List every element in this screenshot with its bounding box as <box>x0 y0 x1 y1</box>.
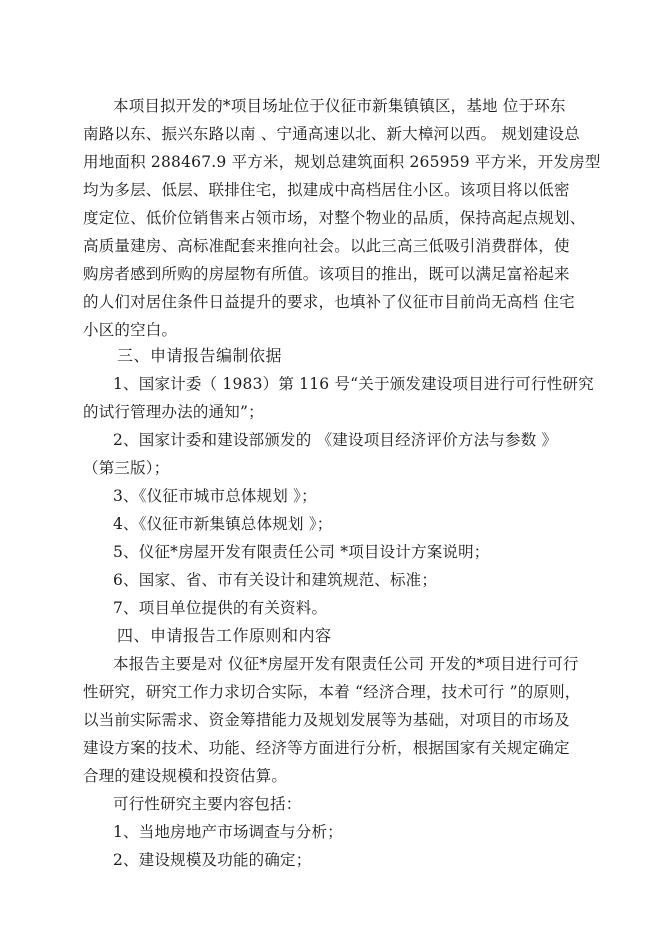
text-line: 以当前实际需求、资金筹措能力及规划发展等为基础，对项目的市场及 <box>83 711 570 729</box>
list-item: 5、仪征*房屋开发有限责任公司 *项目设计方案说明； <box>113 543 490 561</box>
list-item: 3、《仪征市城市总体规划 》； <box>113 487 317 505</box>
list-item: 7、项目单位提供的有关资料。 <box>113 599 328 617</box>
list-item: 2、国家计委和建设部颁发的 《建设项目经济评价方法与参数 》 <box>113 431 558 449</box>
contents-intro: 可行性研究主要内容包括： <box>113 795 302 813</box>
list-item: （第三版）； <box>83 459 170 477</box>
text-line: 高质量建房、高标准配套来推向社会。以此三高三低吸引消费群体，使 <box>83 237 570 255</box>
text-line: 性研究，研究工作力求切合实际，本着 “经济合理，技术可行 ”的原则， <box>83 683 581 701</box>
text-line: 购房者感到所购的房屋物有所值。该项目的推出，既可以满足富裕起来 <box>83 265 570 283</box>
text-line: 均为多层、低层、联排住宅，拟建成中高档居住小区。该项目将以低密 <box>83 181 570 199</box>
text-line: 合理的建设规模和投资估算。 <box>83 767 288 785</box>
list-item: 2、建设规模及功能的确定； <box>113 851 312 869</box>
list-item: 的试行管理办法的通知”； <box>83 403 264 421</box>
text-line: 小区的空白。 <box>83 321 178 339</box>
list-item: 4、《仪征市新集镇总体规划 》； <box>113 515 333 533</box>
text-line: 本项目拟开发的*项目场址位于仪征市新集镇镇区，基地 位于环东 <box>113 97 566 115</box>
text-line: 的人们对居住条件日益提升的要求，也填补了仪征市目前尚无高档 住宅 <box>83 293 575 311</box>
text-line: 用地面积 288467.9 平方米，规划总建筑面积 265959 平方米，开发房型 <box>83 153 601 171</box>
text-line: 南路以东、振兴东路以南 、宁通高速以北、新大樟河以西。 规划建设总 <box>83 125 580 143</box>
list-item: 6、国家、省、市有关设计和建筑规范、标准； <box>113 571 438 589</box>
list-item: 1、国家计委（ 1983）第 116 号“关于颁发建设项目进行可行性研究 <box>113 375 594 393</box>
section-3-heading: 三、申请报告编制依据 <box>117 346 283 365</box>
section-4-heading: 四、申请报告工作原则和内容 <box>117 626 332 645</box>
list-item: 1、当地房地产市场调查与分析； <box>113 823 343 841</box>
text-line: 度定位、低价位销售来占领市场，对整个物业的品质，保持高起点规划、 <box>83 209 586 227</box>
text-line: 本报告主要是对 仪征*房屋开发有限责任公司 开发的*项目进行可行 <box>113 655 579 673</box>
text-line: 建设方案的技术、功能、经济等方面进行分析，根据国家有关规定确定 <box>83 739 570 757</box>
